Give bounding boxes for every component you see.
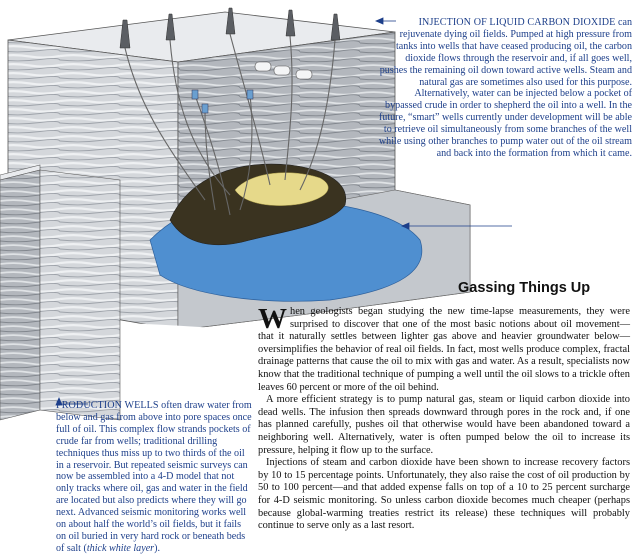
article-body xyxy=(258,303,630,533)
article-paragraph: Injections of steam and carbon dioxide have been shown to increase recovery factors by 10 to 15 percentage points. Unfortunately, they also raise the cost of oil production by 50 to 100 percent—and that added expense falls on top of a 10 to 25 percent surcharge for 4-D seismic monitoring. So unless carbon dioxide becomes much cheaper (perhaps because global-warming treaties restrict its release) these techniques will probably continue to serve only as a last resort. xyxy=(258,457,630,532)
caption-injection-body: can rejuvenate dying oil fields. Pumped at high pressure from tanks into wells that have ceased producing oil, the carbon dioxide flows through the reservoir and, if all goes well, pushes the remaining oil down toward active wells. Steam and natural gas are sometimes also used for this purpose. Alternatively, water can be injected below a pocket of bypassed crude in order to shepherd the oil into a well. In the future, “smart” wells currently under development will be able to retrieve oil simultaneously from some branches of the well while using other branches to pump water out of the oil stream and back into the formation from which it came. xyxy=(378,17,632,159)
left-block-front xyxy=(40,170,120,420)
left-block-face xyxy=(0,170,40,420)
caption-injection-heading: INJECTION OF LIQUID CARBON DIOXIDE xyxy=(418,17,616,28)
caption-injection xyxy=(376,17,632,160)
article-paragraph: A more efficient strategy is to pump natural gas, steam or liquid carbon dioxide into dead wells. The infusion then spreads downward through pores in the rock and, if one has planned carefully, pushes oil that otherwise would have been abandoned toward a neighboring well. Alternatively, water is often pumped below the oil to increase its pressure, helping it flow up to the surface. xyxy=(258,394,630,456)
caption-production-body: often draw water from below and gas from above into pore spaces once full of oil. This complex flow strands pockets of crude far from wells; traditional drilling techniques thus miss up to two thirds of the oil in a reservoir. But repeated seismic surveys can now be assembled into a 4-D model that not only tracks where oil, gas and water in the field are located but also predicts where they will go next. Advanced seismic monitoring works well on about half the world’s oil fields, but it fails on oil buried in very hard rock or beneath beds of salt ( xyxy=(56,400,252,554)
article-title: Gassing Things Up xyxy=(458,280,591,296)
caption-production-end: ). xyxy=(154,542,161,554)
caption-production-italic: thick white layer xyxy=(86,542,155,554)
article-paragraph: When geologists began studying the new time-lapse measurements, they were surprised to discover that one of the most basic notions about oil movement—that it naturally settles between lighter gas above and heavier groundwater below—oversimplifies the behavior of real oil fields. In fact, most wells produce complex, fractal drainage patterns that cause the oil to mix with gas and water. As a result, specialists now know that the traditional technique of pumping a well until the oil slows to a trickle often leaves 60 percent or more of the oil behind. xyxy=(258,303,630,393)
caption-production-heading: PRODUCTION WELLS xyxy=(56,400,159,411)
drop-cap: W xyxy=(258,303,287,335)
caption-production xyxy=(56,400,252,555)
